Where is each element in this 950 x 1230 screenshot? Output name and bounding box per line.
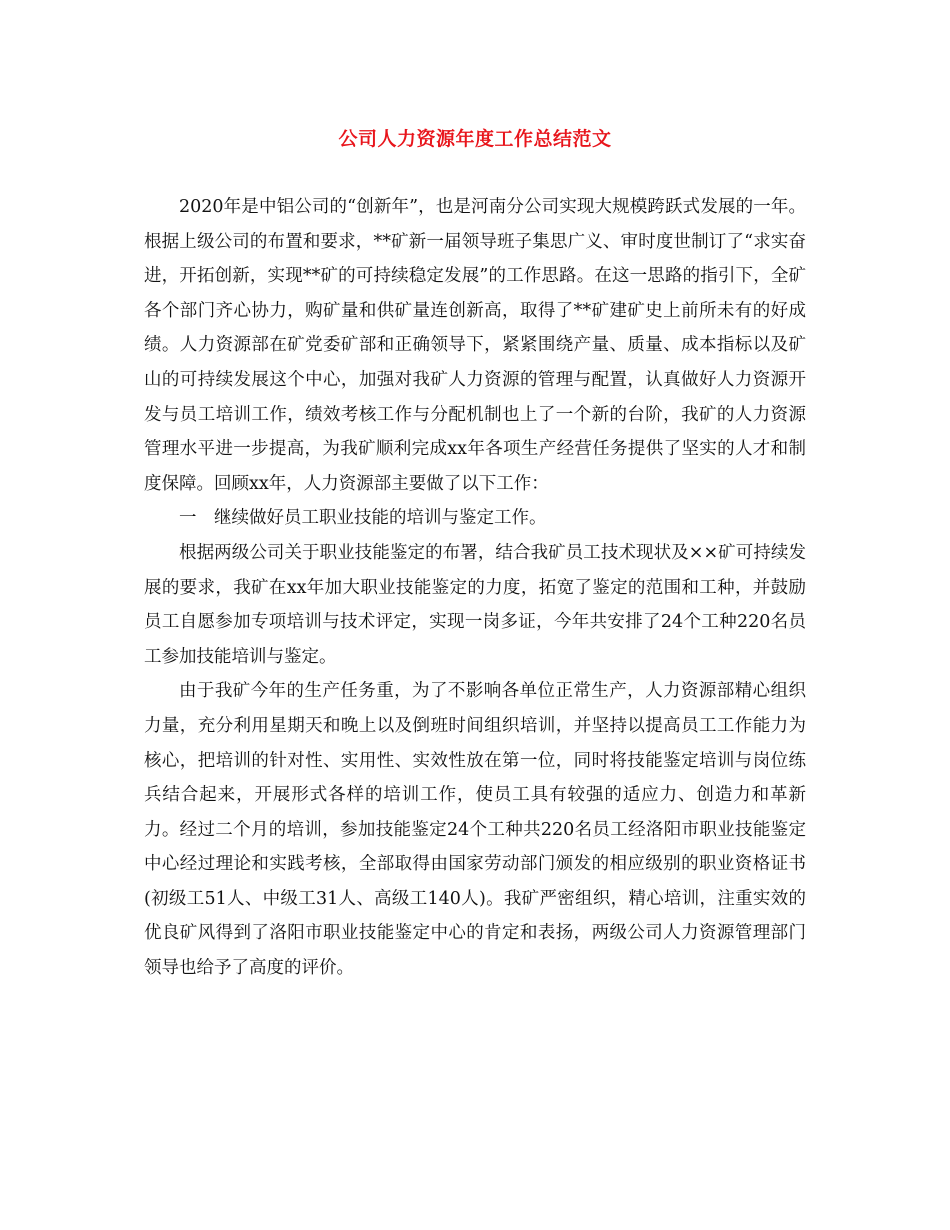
paragraph-intro: 2020年是中铝公司的“创新年”，也是河南分公司实现大规模跨跃式发展的一年。根据上级公司的布置和要求，**矿新一届领导班子集思广义、审时度世制订了“求实奋进，开拓创新，实现**矿的可持续稳定发展”的工作思路。在这一思路的指引下，全矿各个部门齐心协力，购矿量和供矿量连创新高，取得了**矿建矿史上前所未有的好成绩。人力资源部在矿党委矿部和正确领导下，紧紧围绕产量、质量、成本指标以及矿山的可持续发展这个中心，加强对我矿人力资源的管理与配置，认真做好人力资源开发与员工培训工作，绩效考核工作与分配机制也上了一个新的台阶，我矿的人力资源管理水平进一步提高，为我矿顺利完成xx年各项生产经营任务提供了坚实的人才和制度保障。回顾xx年，人力资源部主要做了以下工作： — [144, 197, 806, 494]
document-title: 公司人力资源年度工作总结范文 — [338, 128, 612, 150]
document-body — [144, 190, 806, 986]
section-heading-1: 一 继续做好员工职业技能的培训与鉴定工作。 — [179, 508, 547, 529]
paragraph-training-organization: 由于我矿今年的生产任务重，为了不影响各单位正常生产，人力资源部精心组织力量，充分利用星期天和晚上以及倒班时间组织培训，并坚持以提高员工工作能力为核心，把培训的针对性、实用性、实效性放在第一位，同时将技能鉴定培训与岗位练兵结合起来，开展形式各样的培训工作，使员工具有较强的适应力、创造力和革新力。经过二个月的培训，参加技能鉴定24个工种共220名员工经洛阳市职业技能鉴定中心经过理论和实践考核，全部取得由国家劳动部门颁发的相应级别的职业资格证书(初级工51人、中级工31人、高级工140人)。我矿严密组织，精心培训，注重实效的优良矿风得到了洛阳市职业技能鉴定中心的肯定和表扬，两级公司人力资源管理部门领导也给予了高度的评价。 — [144, 681, 806, 979]
paragraph-skills-appraisal: 根据两级公司关于职业技能鉴定的布署，结合我矿员工技术现状及××矿可持续发展的要求，我矿在xx年加大职业技能鉴定的力度，拓宽了鉴定的范围和工种，并鼓励员工自愿参加专项培训与技术评定，实现一岗多证，今年共安排了24个工种220名员工参加技能培训与鉴定。 — [144, 542, 806, 667]
